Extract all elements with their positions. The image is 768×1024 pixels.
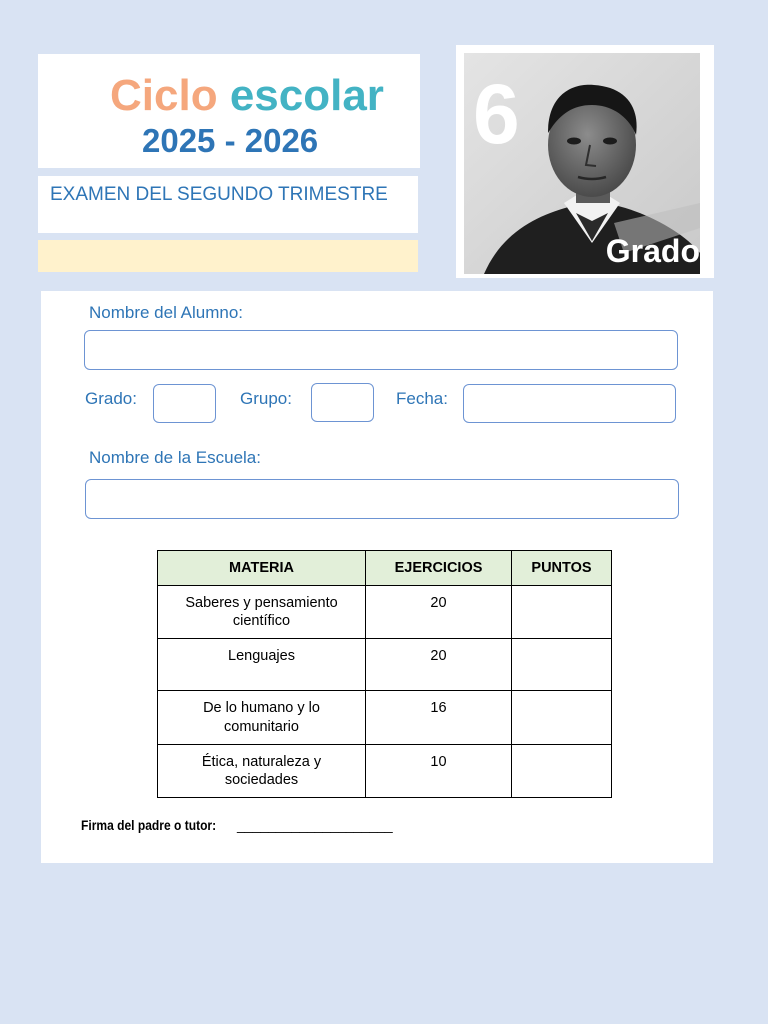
header-materia: MATERIA: [158, 551, 366, 586]
table-header-row: [158, 551, 612, 586]
title-word-escolar: escolar: [229, 71, 384, 120]
exercises-cell: 10: [366, 744, 512, 797]
school-years: 2025 - 2026: [142, 122, 319, 159]
subjects-table: [157, 550, 612, 798]
table-row: [158, 744, 612, 797]
header-ejercicios: EJERCICIOS: [366, 551, 512, 586]
grade-field[interactable]: [153, 384, 216, 423]
subject-cell: Lenguajes: [158, 639, 366, 691]
date-field-label: Fecha:: [396, 389, 448, 408]
portrait-frame: [456, 45, 714, 278]
title-box: [38, 54, 420, 168]
points-cell[interactable]: [512, 691, 612, 744]
exam-title: EXAMEN DEL SEGUNDO TRIMESTRE: [50, 184, 388, 205]
group-field-label: Grupo:: [240, 389, 292, 408]
subject-cell: Saberes y pensamiento científico: [158, 586, 366, 639]
highlight-stripe: [38, 240, 418, 272]
signature-label: Firma del padre o tutor:: [81, 817, 217, 833]
points-cell[interactable]: [512, 586, 612, 639]
date-field[interactable]: [463, 384, 676, 423]
group-field[interactable]: [311, 383, 374, 422]
exam-title-box: [38, 176, 418, 233]
grade-field-label: Grado:: [85, 389, 137, 408]
school-cycle-title: [110, 71, 384, 120]
title-word-ciclo: Ciclo: [110, 71, 218, 120]
table-row: [158, 586, 612, 639]
historical-portrait-icon: [464, 53, 700, 274]
exercises-cell: 16: [366, 691, 512, 744]
school-name-label: Nombre de la Escuela:: [89, 448, 261, 467]
student-name-field[interactable]: [84, 330, 678, 370]
header-puntos: PUNTOS: [512, 551, 612, 586]
subject-cell: De lo humano y lo comunitario: [158, 691, 366, 744]
student-name-label: Nombre del Alumno:: [89, 303, 244, 322]
subject-cell: Ética, naturaleza y sociedades: [158, 744, 366, 797]
exercises-cell: 20: [366, 586, 512, 639]
school-name-field[interactable]: [85, 479, 679, 519]
grade-number: 6: [473, 67, 520, 161]
exercises-cell: 20: [366, 639, 512, 691]
table-row: [158, 691, 612, 744]
student-form-panel: [41, 291, 713, 863]
signature-line[interactable]: ____________________: [237, 817, 393, 833]
table-row: [158, 639, 612, 691]
points-cell[interactable]: [512, 639, 612, 691]
points-cell[interactable]: [512, 744, 612, 797]
grade-word: Grado: [605, 233, 700, 269]
